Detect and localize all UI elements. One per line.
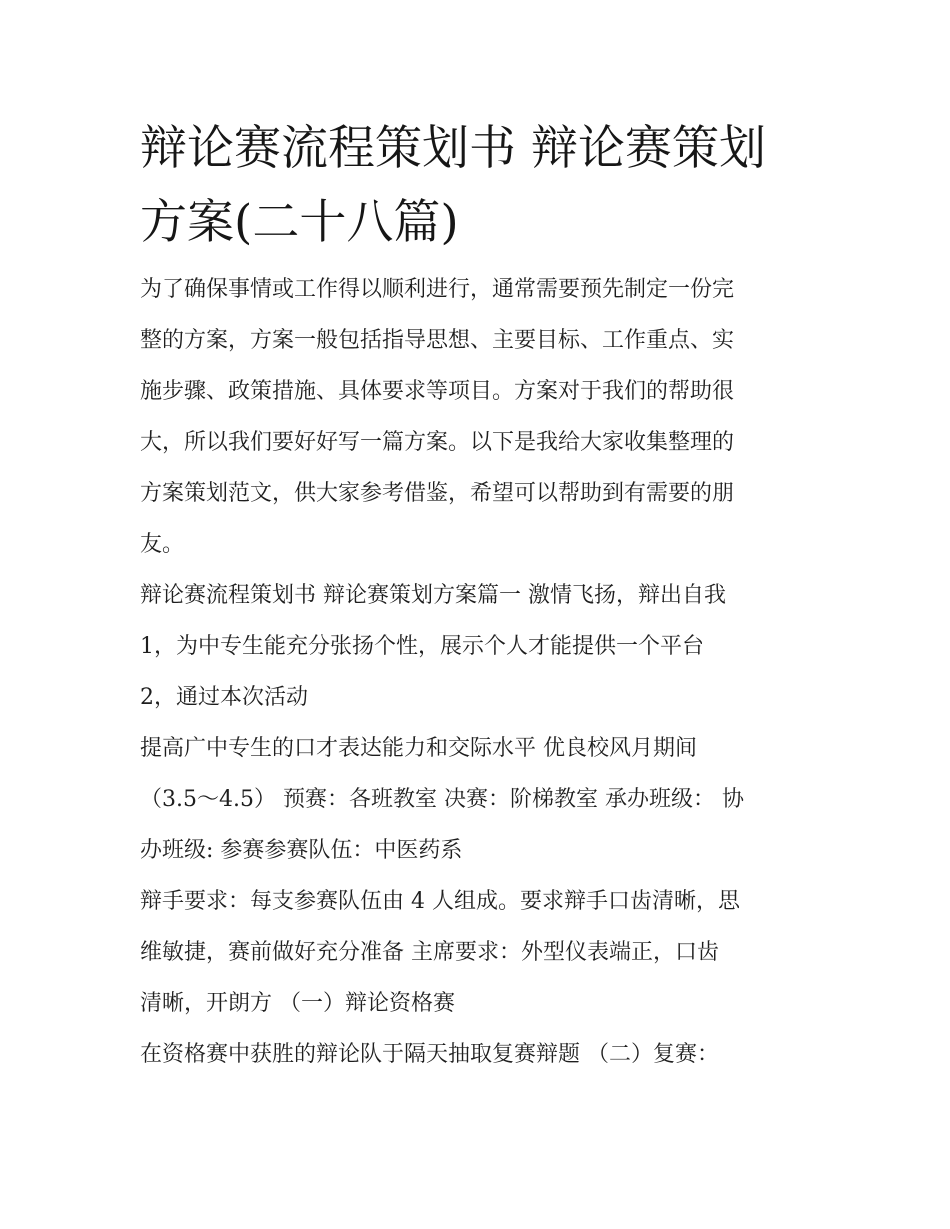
- document-title: [140, 112, 820, 260]
- text-line: 在资格赛中获胜的辩论队于隔天抽取复赛辩题 （二）复赛：: [140, 1042, 719, 1067]
- text-line: 方案策划范文，供大家参考借鉴，希望可以帮助到有需要的朋: [140, 481, 735, 506]
- text-line: 整的方案，方案一般包括指导思想、主要目标、工作重点、实: [140, 328, 735, 353]
- text-line: 1，为中专生能充分张扬个性，展示个人才能提供一个平台: [140, 634, 704, 659]
- text-line: 辩论赛流程策划书 辩论赛策划方案篇一 激情飞扬，辩出自我: [140, 583, 726, 608]
- text-line: 友。: [140, 532, 185, 557]
- text-line: 为了确保事情或工作得以顺利进行，通常需要预先制定一份完: [140, 277, 735, 302]
- title-line: 方案(二十八篇): [140, 195, 459, 250]
- text-line: （3.5～4.5） 预赛：各班教室 决赛：阶梯教室 承办班级： 协: [140, 787, 744, 812]
- title-line: 辩论赛流程策划书 辩论赛策划: [140, 121, 766, 176]
- text-line: 办班级: 参赛参赛队伍：中医药系: [140, 838, 463, 863]
- text-line: 辩手要求：每支参赛队伍由 4 人组成。要求辩手口齿清晰，思: [140, 889, 740, 914]
- document-page: [140, 112, 820, 1080]
- document-body: [140, 264, 820, 1080]
- text-line: 2，通过本次活动: [140, 685, 308, 710]
- text-line: 提高广中专生的口才表达能力和交际水平 优良校风月期间: [140, 736, 697, 761]
- text-line: 维敏捷，赛前做好充分准备 主席要求：外型仪表端正，口齿: [140, 940, 719, 965]
- text-line: 施步骤、政策措施、具体要求等项目。方案对于我们的帮助很: [140, 379, 735, 404]
- text-line: 清晰，开朗方 （一）辩论资格赛: [140, 991, 455, 1016]
- text-line: 大，所以我们要好好写一篇方案。以下是我给大家收集整理的: [140, 430, 735, 455]
